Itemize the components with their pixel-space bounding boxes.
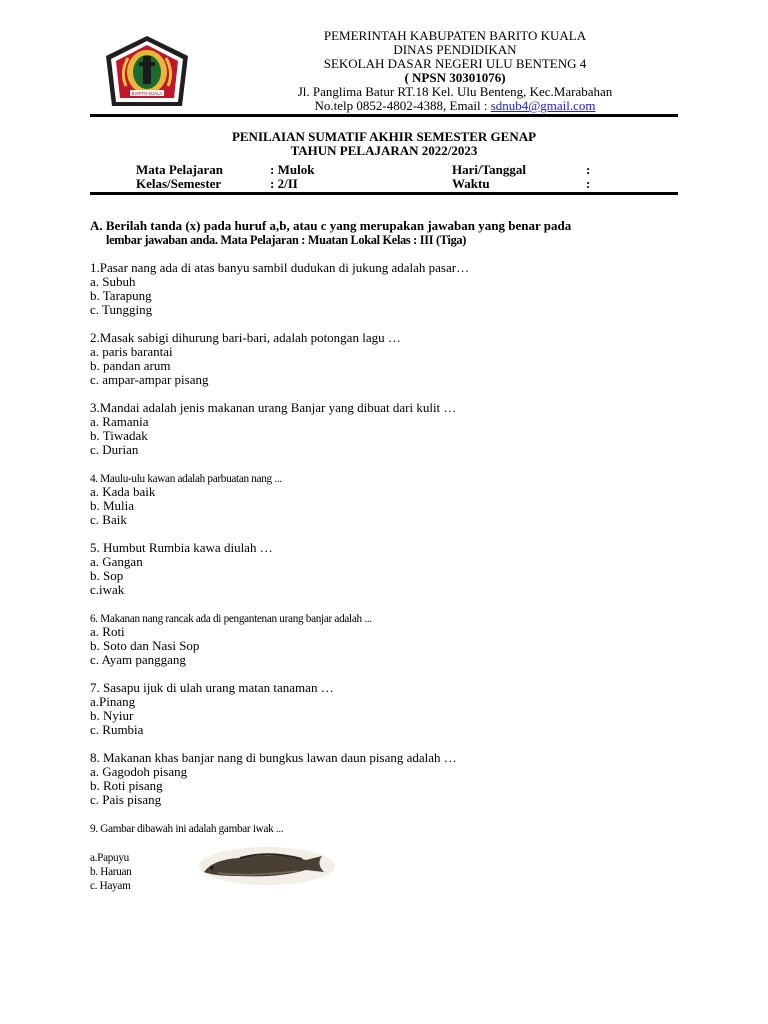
option-2b: b. pandan arum — [90, 358, 171, 373]
letterhead-divider — [90, 114, 678, 117]
contact-line — [190, 98, 720, 114]
option-6c: c. Ayam panggang — [90, 652, 186, 667]
option-6a: a. Roti — [90, 624, 125, 639]
option-1c: c. Tungging — [90, 302, 153, 317]
option-7b: b. Nyiur — [90, 708, 134, 723]
government-name: PEMERINTAH KABUPATEN BARITO KUALA — [323, 28, 587, 43]
subject-label: Mata Pelajaran — [136, 162, 224, 177]
question-4: 4. Maulu-ulu kawan adalah parbuatan nang ... — [90, 473, 282, 485]
question-8: 8. Makanan khas banjar nang di bungkus lawan daun pisang adalah … — [90, 750, 457, 765]
option-8a: a. Gagodoh pisang — [90, 764, 188, 779]
school-name: SEKOLAH DASAR NEGERI ULU BENTENG 4 — [323, 56, 587, 71]
class-value: : 2/II — [270, 176, 298, 191]
option-3b: b. Tiwadak — [90, 428, 148, 443]
option-6b: b. Soto dan Nasi Sop — [90, 638, 200, 653]
option-8b: b. Roti pisang — [90, 778, 163, 793]
instruction-line-2: lembar jawaban anda. Mata Pelajaran : Muatan Lokal Kelas : III (Tiga) — [106, 233, 467, 247]
school-district-logo — [104, 34, 190, 110]
time-label: Waktu — [452, 176, 490, 191]
question-3: 3.Mandai adalah jenis makanan urang Banjar yang dibuat dari kulit … — [90, 400, 457, 415]
option-1b: b. Tarapung — [90, 288, 152, 303]
option-5a: a. Gangan — [90, 554, 143, 569]
option-8c: c. Pais pisang — [90, 792, 162, 807]
phone-text: No.telp 0852-4802-4388, Email : — [314, 98, 491, 113]
option-2a: a. paris barantai — [90, 344, 173, 359]
option-2c: c. ampar-ampar pisang — [90, 372, 209, 387]
time-value: : — [586, 176, 591, 191]
department-name: DINAS PENDIDIKAN — [393, 42, 517, 57]
date-label: Hari/Tanggal — [452, 162, 526, 177]
option-4c: c. Baik — [90, 512, 127, 527]
fish-image — [198, 846, 336, 886]
option-9b: b. Haruan — [90, 866, 132, 878]
option-1a: a. Subuh — [90, 274, 136, 289]
subject-value: : Mulok — [270, 162, 315, 177]
option-7c: c. Rumbia — [90, 722, 144, 737]
option-4a: a. Kada baik — [90, 484, 156, 499]
question-9: 9. Gambar dibawah ini adalah gambar iwak ... — [90, 823, 284, 835]
npsn: ( NPSN 30301076) — [404, 70, 506, 85]
question-7: 7. Sasapu ijuk di ulah urang matan tanaman … — [90, 680, 334, 695]
option-9a: a.Papuyu — [90, 852, 129, 864]
date-value: : — [586, 162, 591, 177]
exam-year: TAHUN PELAJARAN 2022/2023 — [290, 143, 478, 158]
question-2: 2.Masak sabigi dihurung bari-bari, adalah potongan lagu … — [90, 330, 401, 345]
option-5c: c.iwak — [90, 582, 125, 597]
info-divider — [90, 192, 678, 195]
logo-caption: BARITO KUALA — [131, 91, 163, 96]
option-5b: b. Sop — [90, 568, 124, 583]
option-7a: a.Pinang — [90, 694, 136, 709]
question-1: 1.Pasar nang ada di atas banyu sambil dudukan di jukung adalah pasar… — [90, 260, 470, 275]
instruction-line-1: A. Berilah tanda (x) pada huruf a,b, atau c yang merupakan jawaban yang benar pada — [90, 218, 572, 233]
question-6: 6. Makanan nang rancak ada di pengantenan urang banjar adalah ... — [90, 613, 372, 625]
question-5: 5. Humbut Rumbia kawa diulah … — [90, 540, 273, 555]
option-4b: b. Mulia — [90, 498, 135, 513]
school-address: Jl. Panglima Batur RT.18 Kel. Ulu Benteng, Kec.Marabahan — [297, 84, 613, 99]
option-9c: c. Hayam — [90, 880, 131, 892]
option-3c: c. Durian — [90, 442, 139, 457]
email-link[interactable]: sdnub4@gmail.com — [490, 98, 596, 113]
exam-title: PENILAIAN SUMATIF AKHIR SEMESTER GENAP — [231, 129, 537, 144]
class-label: Kelas/Semester — [136, 176, 222, 191]
option-3a: a. Ramania — [90, 414, 149, 429]
